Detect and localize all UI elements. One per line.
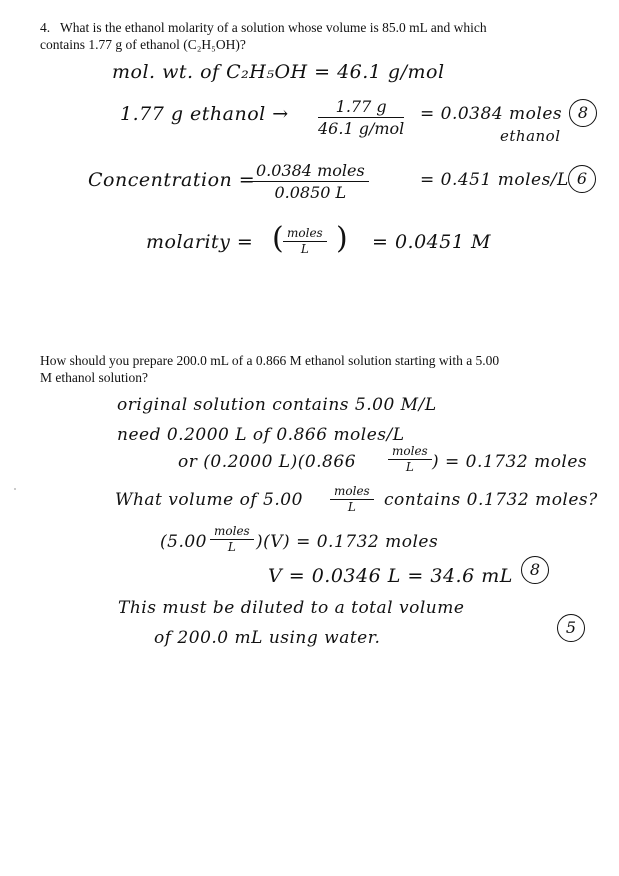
- conversion-numerator: 1.77 g: [318, 97, 404, 118]
- original-solution-line: original solution contains 5.00 M/L: [117, 395, 437, 415]
- dilution-line-2: of 200.0 mL using water.: [154, 628, 381, 648]
- score-circle-1: 8: [569, 99, 597, 127]
- score-circle-2: 6: [568, 165, 596, 193]
- score-circle-3: 8: [521, 556, 549, 584]
- moles-needed-unit-denominator: L: [405, 460, 414, 474]
- score-circle-4: 5: [557, 614, 585, 642]
- question-number: 4.: [40, 20, 51, 35]
- volume-equation-unit-denominator: L: [227, 540, 236, 554]
- what-volume-line-start: What volume of 5.00: [115, 490, 303, 510]
- molarity-label: molarity =: [146, 231, 254, 253]
- molarity-result: = 0.0451 M: [372, 231, 491, 253]
- close-paren: ): [336, 221, 348, 256]
- grams-ethanol-line: 1.77 g ethanol →: [120, 103, 289, 125]
- question-5-line-2: M ethanol solution?: [40, 370, 148, 385]
- volume-equation-start: (5.00: [160, 532, 207, 552]
- moles-needed-unit-fraction: [388, 445, 432, 474]
- concentration-denominator: 0.0850 L: [274, 183, 347, 202]
- dilution-line-1: This must be diluted to a total volume: [118, 598, 465, 618]
- moles-needed-unit-numerator: moles: [388, 445, 432, 460]
- open-paren: (: [272, 221, 284, 256]
- conversion-denominator: 46.1 g/mol: [318, 119, 405, 138]
- moles-result: = 0.0384 moles: [420, 104, 563, 124]
- concentration-numerator: 0.0384 moles: [252, 161, 369, 182]
- moles-needed-line-end: ) = 0.1732 moles: [432, 452, 588, 472]
- what-volume-line-end: contains 0.1732 moles?: [384, 490, 598, 510]
- scan-speck: [14, 488, 16, 490]
- what-volume-unit-numerator: moles: [330, 485, 374, 500]
- volume-equation-unit-fraction: [210, 525, 254, 554]
- moles-result-unit: ethanol: [500, 127, 561, 145]
- molarity-unit-fraction: [283, 227, 327, 256]
- question-5-line-1: How should you prepare 200.0 mL of a 0.866 M ethanol solution starting with a 5.00: [40, 353, 500, 368]
- moles-needed-line-start: or (0.2000 L)(0.866: [178, 452, 357, 472]
- volume-result-line: V = 0.0346 L = 34.6 mL: [268, 565, 513, 587]
- concentration-fraction: [252, 161, 369, 202]
- question-4-line-1: [40, 20, 487, 36]
- what-volume-unit-denominator: L: [347, 500, 356, 514]
- volume-equation-unit-numerator: moles: [210, 525, 254, 540]
- volume-equation-end: )(V) = 0.1732 moles: [256, 532, 439, 552]
- molecular-weight-line: mol. wt. of C₂H₅OH = 46.1 g/mol: [112, 61, 445, 83]
- molarity-unit-denominator: L: [300, 242, 309, 256]
- moles-conversion-fraction: [318, 97, 404, 138]
- concentration-label: Concentration =: [88, 169, 256, 191]
- question-4-text-1: What is the ethanol molarity of a solution whose volume is 85.0 mL and which: [60, 20, 487, 35]
- what-volume-unit-fraction: [330, 485, 374, 514]
- concentration-result: = 0.451 moles/L: [420, 170, 569, 190]
- molarity-unit-numerator: moles: [283, 227, 327, 242]
- question-4-line-2: contains 1.77 g of ethanol (C₂H₅OH)?: [40, 37, 246, 52]
- need-line: need 0.2000 L of 0.866 moles/L: [117, 425, 405, 445]
